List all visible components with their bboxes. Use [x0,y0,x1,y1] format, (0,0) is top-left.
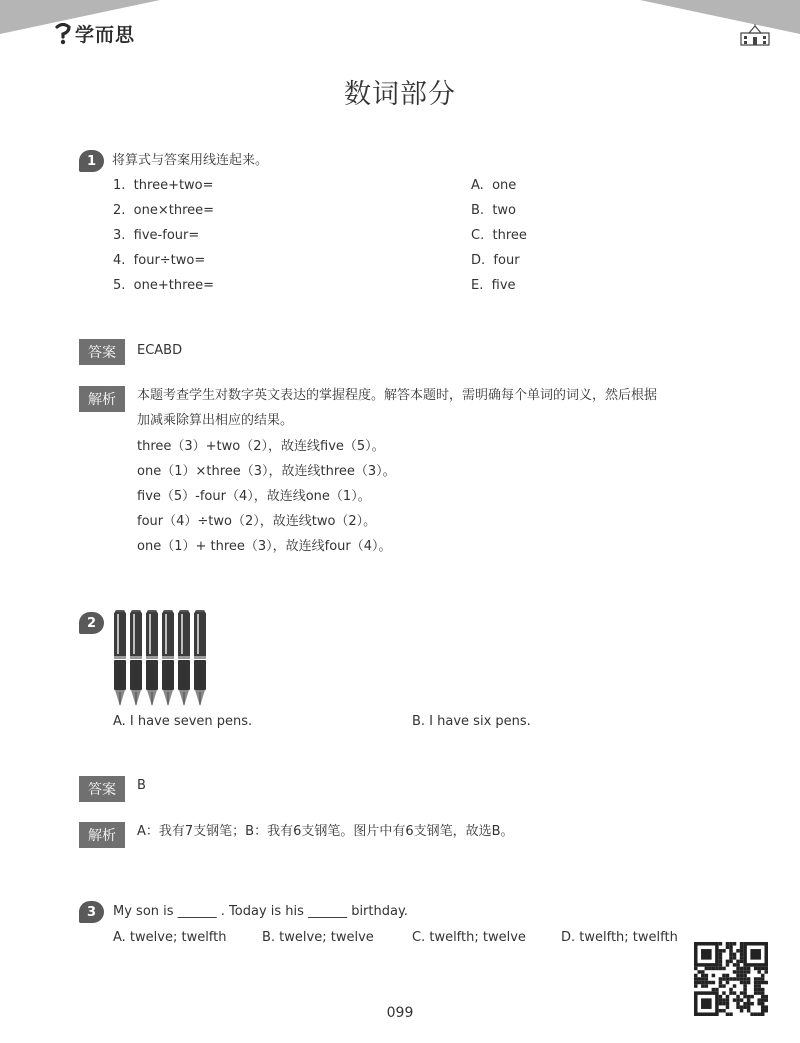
q1-left-item-2: 2. one×three= [113,203,215,218]
question-1-badge: 1 [79,150,104,172]
q2-explain-tag: 解析 [79,822,125,848]
q1-right-item-e: E. five [471,278,516,293]
q1-explain-line-4: one（1）×three（3），故连线three（3）。 [137,464,396,479]
q1-explain-line-5: five（5）-four（4），故连线one（1）。 [137,489,371,504]
page-number: 099 [386,1005,414,1021]
school-building-icon [740,24,770,46]
q1-left-item-5: 5. one+three= [113,278,215,293]
q3-option-c: C. twelfth; twelve [412,930,526,945]
question-2-badge: 2 [79,612,104,634]
q2-option-a: A. I have seven pens. [113,714,253,729]
brand-name: 学而思 [75,24,136,46]
q1-left-item-4: 4. four÷two= [113,253,206,268]
header-corner-right [640,0,800,34]
q2-explain: A：我有7支钢笔；B：我有6支钢笔。图片中有6支钢笔，故选B。 [137,824,514,839]
brand-logo [54,20,135,47]
q2-option-b: B. I have six pens. [412,714,531,729]
q1-explain-line-7: one（1）+ three（3），故连线four（4）。 [137,539,392,554]
q2-answer-tag: 答案 [79,776,125,802]
q1-explain-line-2: 加减乘除算出相应的结果。 [137,413,294,428]
q1-left-item-1: 1. three+two= [113,178,214,193]
q2-answer: B [137,778,146,793]
q1-explain-tag: 解析 [79,386,125,412]
q1-right-item-b: B. two [471,203,517,218]
q1-explain-line-3: three（3）+two（2），故连线five（5）。 [137,439,385,454]
question-1-instruction: 将算式与答案用线连起来。 [112,153,269,168]
q3-question: My son is ______ . Today is his ______ birthday. [113,904,408,919]
q3-option-b: B. twelve; twelve [262,930,374,945]
q1-right-item-a: A. one [471,178,517,193]
q1-explain-line-6: four（4）÷two（2），故连线two（2）。 [137,514,377,529]
q1-answer-tag: 答案 [79,339,125,365]
q1-right-item-c: C. three [471,228,527,243]
brand-logo-icon [54,23,72,45]
q3-option-d: D. twelfth; twelfth [561,930,678,945]
q3-option-a: A. twelve; twelfth [113,930,227,945]
page-title: 数词部分 [344,79,456,110]
q1-answer: ECABD [137,343,183,358]
six-fountain-pens-illustration [113,610,209,710]
q1-right-item-d: D. four [471,253,520,268]
question-3-badge: 3 [79,901,104,923]
q1-explain-line-1: 本题考查学生对数字英文表达的掌握程度。解答本题时，需明确每个单词的词义，然后根据 [137,388,658,403]
q1-left-item-3: 3. five-four= [113,228,200,243]
